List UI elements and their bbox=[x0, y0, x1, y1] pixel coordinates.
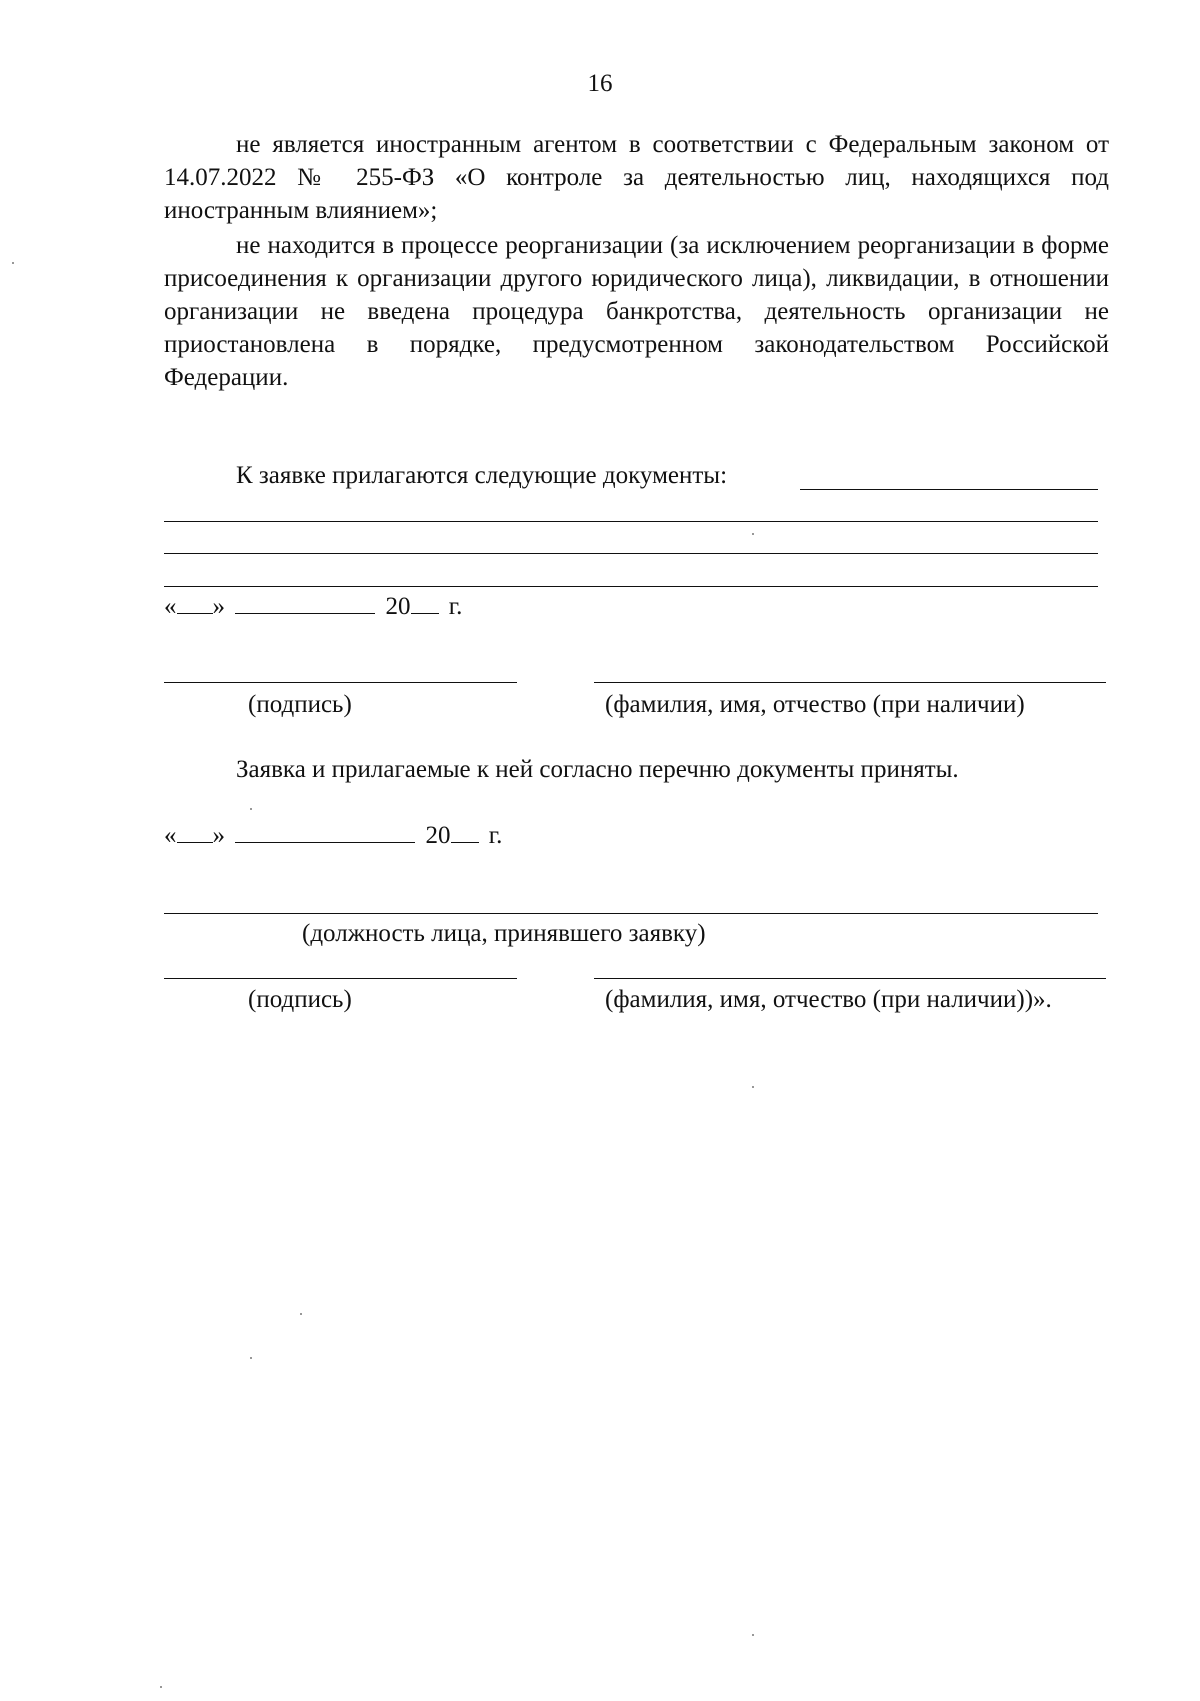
accepted-statement: Заявка и прилагаемые к ней согласно перечню документы приняты. bbox=[236, 756, 959, 783]
full-name-line-2 bbox=[594, 978, 1106, 979]
acceptance-date-line bbox=[164, 818, 502, 852]
year-suffix: г. bbox=[488, 822, 503, 849]
month-blank bbox=[235, 589, 375, 614]
position-caption: (должность лица, принявшего заявку) bbox=[302, 920, 706, 947]
scan-speck bbox=[300, 1313, 302, 1315]
attachments-blank-line-2 bbox=[164, 521, 1098, 522]
signature-caption-1: (подпись) bbox=[248, 691, 352, 718]
signature-caption-2: (подпись) bbox=[248, 986, 352, 1013]
date-close-quote: » bbox=[212, 822, 225, 849]
signature-line-1 bbox=[164, 682, 517, 683]
page-number: 16 bbox=[587, 70, 613, 97]
paragraph-reorganization: не находится в процессе реорганизации (за исключением реорганизации в форме присоединения к организации другого юридического лица), ликвидации, в отношении организации не введена процедура банкротства, деятельность организации не приостановлена в порядке, предусмотренном законодательством Российской Федерации. bbox=[164, 232, 1109, 391]
year-prefix: 20 bbox=[425, 822, 451, 849]
attachments-blank-line-4 bbox=[164, 586, 1098, 587]
scan-speck bbox=[250, 808, 252, 810]
year-blank bbox=[411, 589, 439, 614]
full-name-caption-2: (фамилия, имя, отчество (при наличии))». bbox=[605, 986, 1052, 1013]
attachments-blank-line-1 bbox=[800, 489, 1098, 490]
application-date-line bbox=[164, 589, 462, 623]
year-suffix: г. bbox=[448, 593, 463, 620]
position-line bbox=[164, 913, 1098, 914]
date-open-quote: « bbox=[164, 593, 177, 620]
scan-speck bbox=[752, 1086, 754, 1088]
year-prefix: 20 bbox=[385, 593, 411, 620]
full-name-caption-1: (фамилия, имя, отчество (при наличии) bbox=[605, 691, 1025, 718]
scan-speck bbox=[250, 1357, 252, 1359]
attachments-label: К заявке прилагаются следующие документы: bbox=[236, 462, 728, 489]
day-blank bbox=[177, 818, 213, 843]
month-blank bbox=[235, 818, 415, 843]
scan-speck bbox=[752, 533, 754, 535]
date-close-quote: » bbox=[212, 593, 225, 620]
day-blank bbox=[177, 589, 213, 614]
scan-speck bbox=[12, 262, 14, 264]
paragraph-foreign-agent: не является иностранным агентом в соответствии с Федеральным законом от 14.07.2022 № 255-ФЗ «О контроле за деятельностью лиц, находящихся под иностранным влиянием»; bbox=[164, 131, 1109, 224]
full-name-line-1 bbox=[594, 682, 1106, 683]
date-open-quote: « bbox=[164, 822, 177, 849]
signature-line-2 bbox=[164, 978, 517, 979]
scan-speck bbox=[160, 1686, 162, 1688]
attachments-blank-line-3 bbox=[164, 553, 1098, 554]
year-blank bbox=[451, 818, 479, 843]
scan-speck bbox=[752, 1634, 754, 1636]
